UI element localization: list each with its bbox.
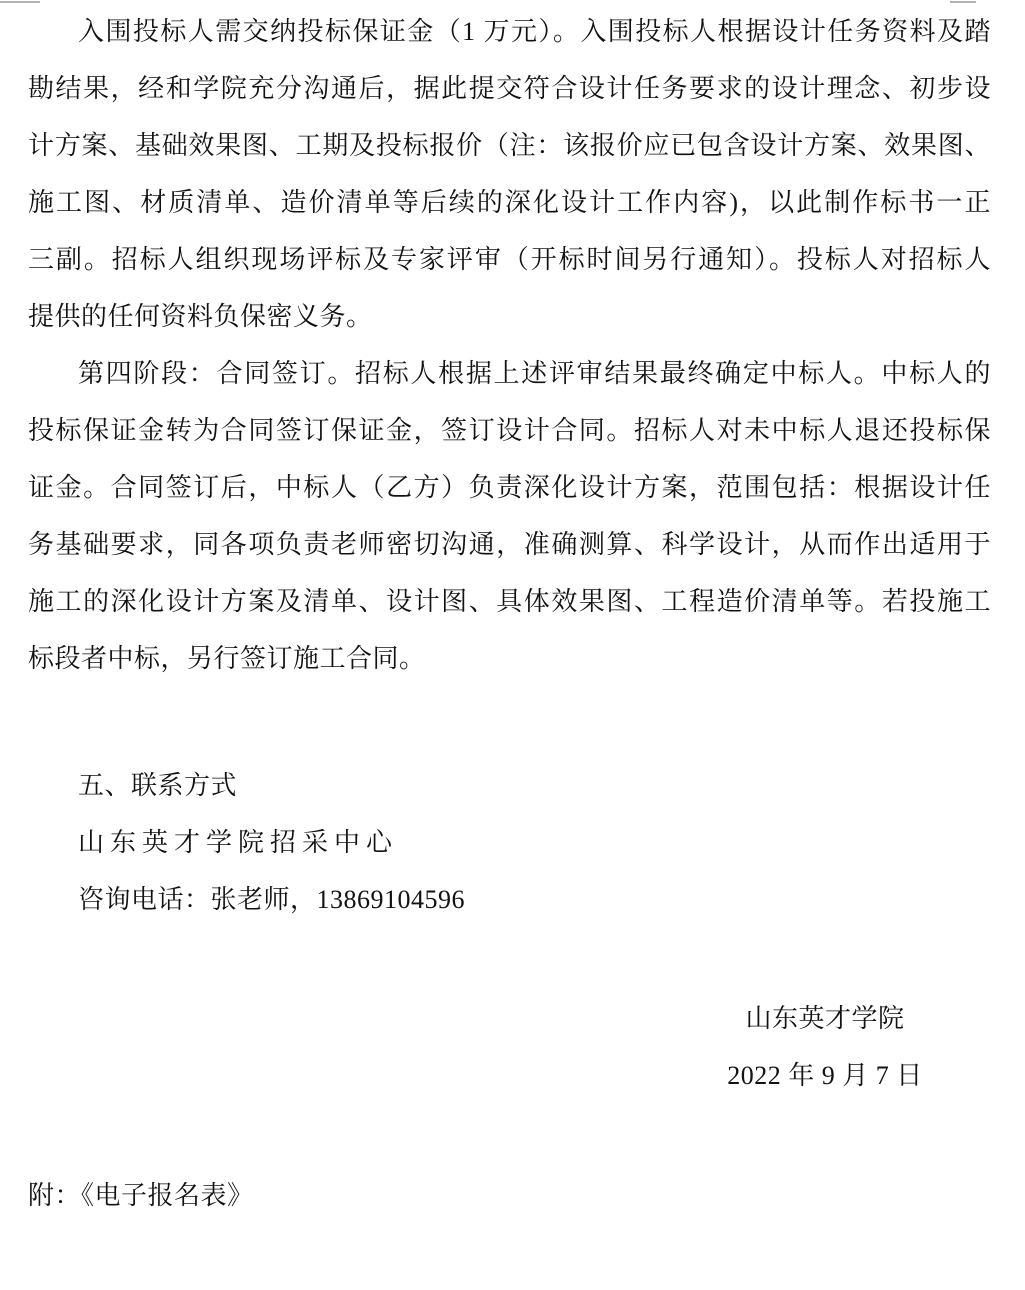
paragraph-line: 入围投标人需交纳投标保证金（1 万元）。入围投标人根据设计任务资料及踏 (78, 17, 991, 46)
body-paragraph-2 (28, 345, 991, 687)
paragraph-line: 计方案、基础效果图、工期及投标报价（注：该报价应已包含设计方案、效果图、 (28, 131, 991, 160)
paragraph-line: 三副。招标人组织现场评标及专家评审（开标时间另行通知）。投标人对招标人 (28, 245, 991, 274)
signature-date: 2022 年 9 月 7 日 (727, 1061, 923, 1090)
paragraph-line: 提供的任何资料负保密义务。 (28, 302, 373, 331)
page-border-fragment-right (950, 1, 976, 3)
paragraph-line: 证金。合同签订后，中标人（乙方）负责深化设计方案，范围包括：根据设计任 (28, 473, 991, 502)
contact-heading: 五、联系方式 (78, 771, 238, 800)
paragraph-line: 投标保证金转为合同签订保证金，签订设计合同。招标人对未中标人退还投标保 (28, 416, 991, 445)
signature-organization: 山东英才学院 (745, 1004, 905, 1033)
body-paragraph-1 (28, 3, 991, 345)
blank-line (28, 1104, 991, 1167)
paragraph-line: 标段者中标，另行签订施工合同。 (28, 644, 426, 673)
paragraph-line: 勘结果，经和学院充分沟通后，据此提交符合设计任务要求的设计理念、初步设 (28, 74, 991, 103)
contact-organization: 山东英才学院招采中心 (78, 828, 399, 857)
page-border-fragment-left (0, 1, 40, 3)
signature-block (659, 990, 991, 1104)
paragraph-line: 务基础要求，同各项负责老师密切沟通，准确测算、科学设计，从而作出适用于 (28, 530, 991, 559)
contact-phone: 咨询电话：张老师，13869104596 (78, 885, 466, 914)
blank-line (28, 928, 991, 990)
paragraph-line: 施工图、材质清单、造价清单等后续的深化设计工作内容)，以此制作标书一正 (28, 188, 991, 217)
paragraph-line: 施工的深化设计方案及清单、设计图、具体效果图、工程造价清单等。若投施工 (28, 587, 991, 616)
attachment-note: 附：《电子报名表》 (28, 1181, 254, 1210)
blank-line (28, 687, 991, 757)
contact-section (28, 757, 991, 928)
paragraph-line: 第四阶段：合同签订。招标人根据上述评审结果最终确定中标人。中标人的 (78, 359, 991, 388)
